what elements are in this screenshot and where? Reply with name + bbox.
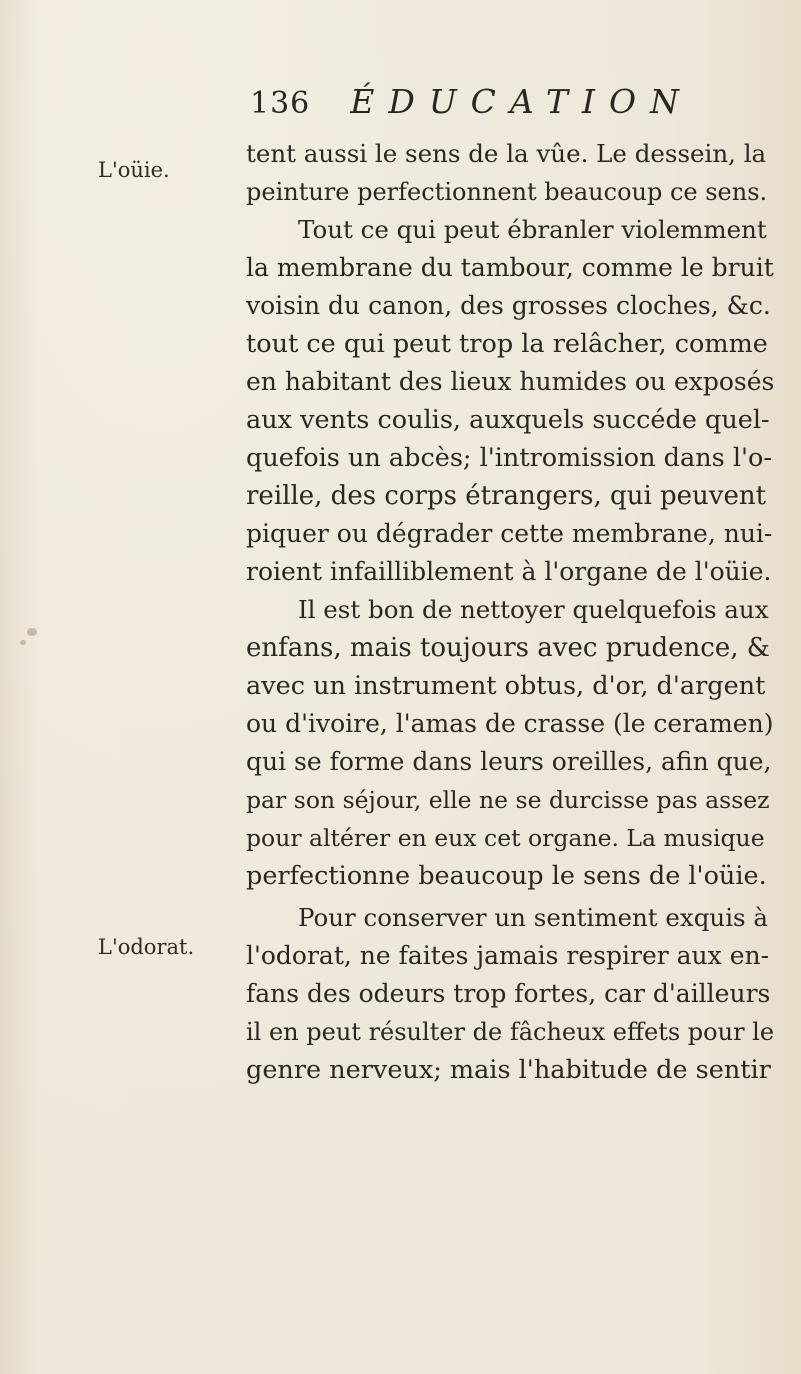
text-line: aux vents coulis, auxquels succéde quel- — [246, 405, 770, 435]
text-line: piquer ou dégrader cette membrane, nui- — [246, 519, 773, 548]
ink-spot — [27, 628, 37, 636]
text-line: reille, des corps étrangers, qui peuvent — [246, 481, 767, 511]
text-line: avec un instrument obtus, d'or, d'argent — [246, 671, 766, 701]
text-line: il en peut résulter de fâcheux effets pour le — [246, 1018, 775, 1046]
text-line: pour altérer en eux cet organe. La musique — [246, 824, 765, 852]
margin-note-oreille: L'oüie. — [98, 158, 170, 182]
text-line: peinture perfectionnent beaucoup ce sens. — [246, 178, 768, 206]
text-line: tent aussi le sens de la vûe. Le dessein, la — [246, 139, 767, 168]
page-number: 136 — [250, 86, 311, 121]
running-title: ÉDUCATION — [350, 82, 693, 121]
text-line: fans des odeurs trop fortes, car d'ailleurs — [246, 979, 771, 1008]
text-line: par son séjour, elle ne se durcisse pas assez — [246, 786, 770, 814]
margin-note-odorat: L'odorat. — [98, 935, 195, 959]
text-line: ou d'ivoire, l'amas de crasse (le ceramen) — [246, 709, 774, 738]
text-line: la membrane du tambour, comme le bruit — [246, 253, 774, 282]
text-line: Pour conserver un sentiment exquis à — [298, 903, 768, 932]
text-line: roient infailliblement à l'organe de l'oüie. — [246, 557, 772, 586]
text-line: Tout ce qui peut ébranler violemment — [298, 215, 767, 244]
text-line: quefois un abcès; l'intromission dans l'o- — [246, 443, 772, 473]
text-line: en habitant des lieux humides ou exposés — [246, 367, 775, 396]
ink-spot — [20, 640, 26, 645]
text-line: enfans, mais toujours avec prudence, & — [246, 633, 770, 663]
text-line: Il est bon de nettoyer quelquefois aux — [298, 595, 769, 624]
text-line: perfectionne beaucoup le sens de l'oüie. — [246, 861, 767, 891]
text-line: genre nerveux; mais l'habitude de sentir — [246, 1055, 771, 1085]
text-line: tout ce qui peut trop la relâcher, comme — [246, 329, 768, 359]
text-line: voisin du canon, des grosses cloches, &c. — [246, 291, 771, 320]
text-line: l'odorat, ne faites jamais respirer aux en- — [246, 941, 770, 970]
text-line: qui se forme dans leurs oreilles, afin que, — [246, 747, 772, 776]
page-header — [250, 82, 693, 132]
